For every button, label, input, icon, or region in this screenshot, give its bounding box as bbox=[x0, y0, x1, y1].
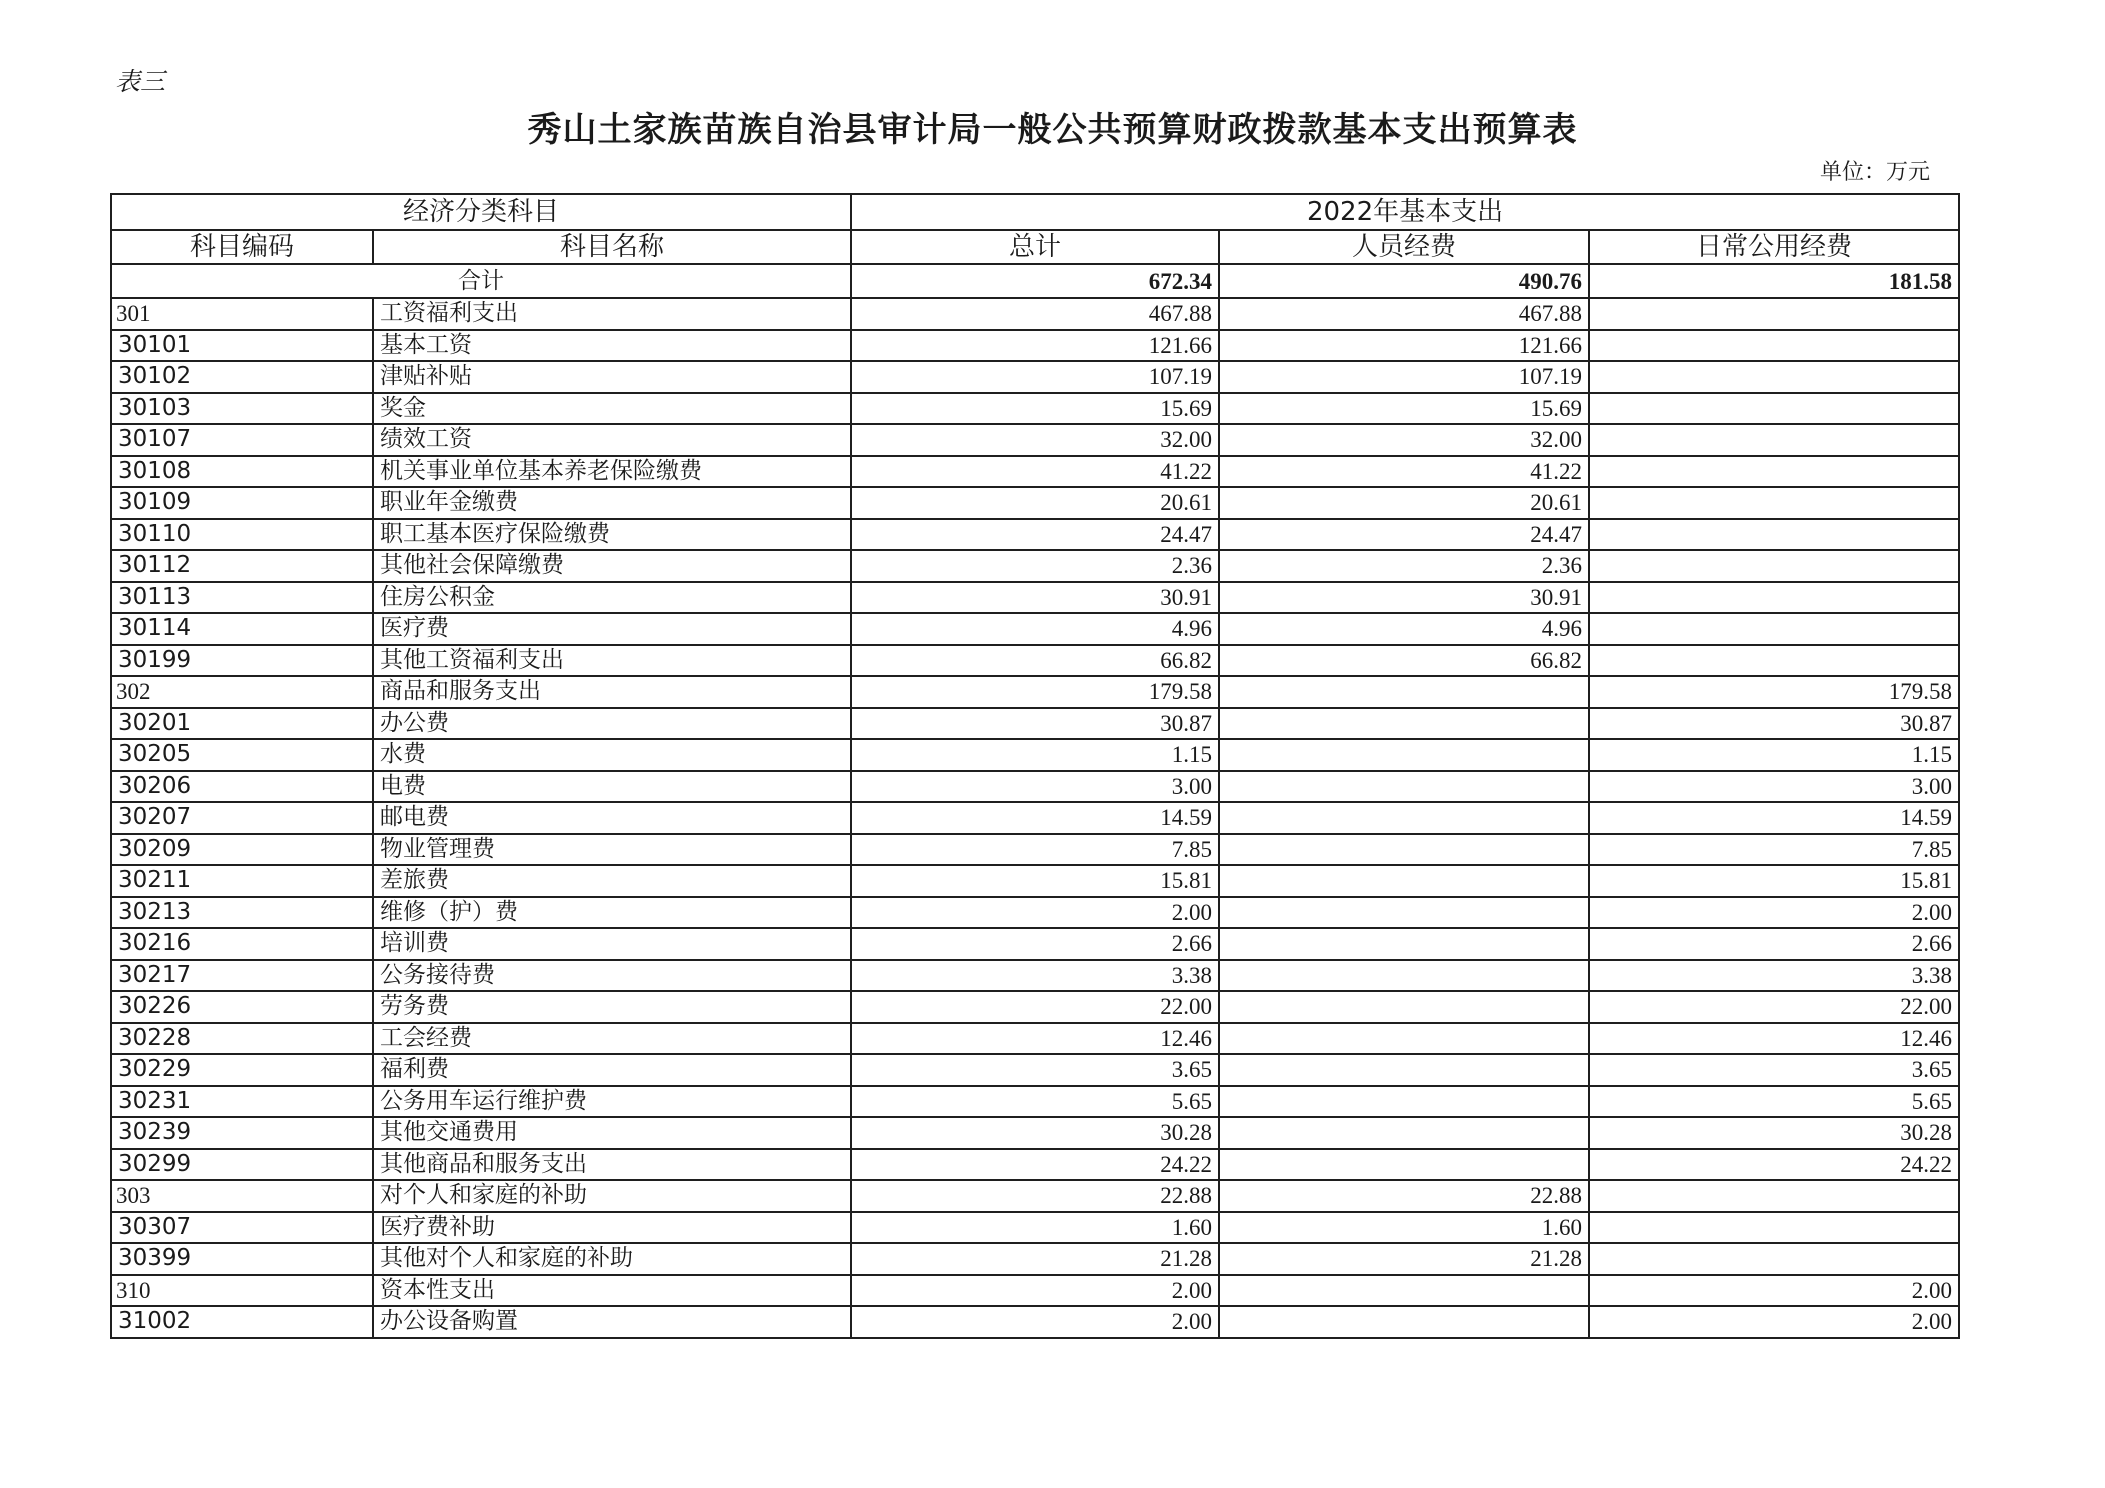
row-public: 30.87 bbox=[1589, 708, 1959, 740]
table-row bbox=[111, 834, 1959, 866]
row-public bbox=[1589, 298, 1959, 330]
row-code: 30231 bbox=[111, 1086, 373, 1118]
row-code: 30307 bbox=[111, 1212, 373, 1244]
row-name: 住房公积金 bbox=[373, 582, 851, 614]
row-name: 办公设备购置 bbox=[373, 1306, 851, 1338]
table-row bbox=[111, 865, 1959, 897]
row-code: 30209 bbox=[111, 834, 373, 866]
table-label: 表三 bbox=[115, 67, 166, 96]
row-name: 资本性支出 bbox=[373, 1275, 851, 1307]
row-name: 劳务费 bbox=[373, 991, 851, 1023]
row-total: 179.58 bbox=[851, 676, 1219, 708]
table-row bbox=[111, 361, 1959, 393]
table-row bbox=[111, 1180, 1959, 1212]
table-row bbox=[111, 393, 1959, 425]
row-name: 电费 bbox=[373, 771, 851, 803]
row-name: 津贴补贴 bbox=[373, 361, 851, 393]
row-code: 303 bbox=[111, 1180, 373, 1212]
table-row bbox=[111, 1054, 1959, 1086]
row-name: 其他对个人和家庭的补助 bbox=[373, 1243, 851, 1275]
row-public: 30.28 bbox=[1589, 1117, 1959, 1149]
row-personnel bbox=[1219, 1054, 1589, 1086]
table-row bbox=[111, 519, 1959, 551]
row-total: 1.60 bbox=[851, 1212, 1219, 1244]
row-personnel bbox=[1219, 739, 1589, 771]
table-row bbox=[111, 550, 1959, 582]
row-total: 2.66 bbox=[851, 928, 1219, 960]
row-code: 30299 bbox=[111, 1149, 373, 1181]
row-name: 维修（护）费 bbox=[373, 897, 851, 929]
row-name: 基本工资 bbox=[373, 330, 851, 362]
row-personnel: 66.82 bbox=[1219, 645, 1589, 677]
row-code: 30205 bbox=[111, 739, 373, 771]
row-code: 30211 bbox=[111, 865, 373, 897]
row-public: 22.00 bbox=[1589, 991, 1959, 1023]
row-total: 22.00 bbox=[851, 991, 1219, 1023]
table-row bbox=[111, 991, 1959, 1023]
header-personnel: 人员经费 bbox=[1219, 230, 1589, 264]
row-total: 467.88 bbox=[851, 298, 1219, 330]
row-name: 职工基本医疗保险缴费 bbox=[373, 519, 851, 551]
row-name: 公务接待费 bbox=[373, 960, 851, 992]
row-name: 奖金 bbox=[373, 393, 851, 425]
row-personnel bbox=[1219, 1275, 1589, 1307]
row-personnel: 21.28 bbox=[1219, 1243, 1589, 1275]
row-public bbox=[1589, 519, 1959, 551]
row-public bbox=[1589, 1212, 1959, 1244]
row-total: 2.36 bbox=[851, 550, 1219, 582]
row-public: 15.81 bbox=[1589, 865, 1959, 897]
row-public bbox=[1589, 456, 1959, 488]
row-total: 66.82 bbox=[851, 645, 1219, 677]
row-code: 30108 bbox=[111, 456, 373, 488]
row-total: 2.00 bbox=[851, 1306, 1219, 1338]
row-total: 3.38 bbox=[851, 960, 1219, 992]
row-total: 15.69 bbox=[851, 393, 1219, 425]
row-name: 水费 bbox=[373, 739, 851, 771]
row-code: 30107 bbox=[111, 424, 373, 456]
row-name: 对个人和家庭的补助 bbox=[373, 1180, 851, 1212]
row-name: 其他商品和服务支出 bbox=[373, 1149, 851, 1181]
row-total: 15.81 bbox=[851, 865, 1219, 897]
row-code: 310 bbox=[111, 1275, 373, 1307]
row-code: 30217 bbox=[111, 960, 373, 992]
row-name: 职业年金缴费 bbox=[373, 487, 851, 519]
row-code: 30216 bbox=[111, 928, 373, 960]
row-personnel bbox=[1219, 676, 1589, 708]
row-public: 3.38 bbox=[1589, 960, 1959, 992]
row-total: 32.00 bbox=[851, 424, 1219, 456]
row-personnel bbox=[1219, 897, 1589, 929]
row-public: 3.65 bbox=[1589, 1054, 1959, 1086]
row-name: 工资福利支出 bbox=[373, 298, 851, 330]
row-name: 差旅费 bbox=[373, 865, 851, 897]
row-public: 2.00 bbox=[1589, 897, 1959, 929]
row-total: 5.65 bbox=[851, 1086, 1219, 1118]
header-code: 科目编码 bbox=[111, 230, 373, 264]
row-total: 7.85 bbox=[851, 834, 1219, 866]
table-row bbox=[111, 330, 1959, 362]
row-public bbox=[1589, 613, 1959, 645]
row-personnel: 41.22 bbox=[1219, 456, 1589, 488]
budget-table-body bbox=[111, 194, 1959, 1338]
row-public bbox=[1589, 550, 1959, 582]
row-name: 医疗费补助 bbox=[373, 1212, 851, 1244]
row-personnel: 20.61 bbox=[1219, 487, 1589, 519]
table-row bbox=[111, 897, 1959, 929]
table-row bbox=[111, 582, 1959, 614]
row-code: 30110 bbox=[111, 519, 373, 551]
row-personnel: 22.88 bbox=[1219, 1180, 1589, 1212]
row-personnel bbox=[1219, 1023, 1589, 1055]
row-name: 其他交通费用 bbox=[373, 1117, 851, 1149]
row-public: 1.15 bbox=[1589, 739, 1959, 771]
row-name: 绩效工资 bbox=[373, 424, 851, 456]
row-total: 2.00 bbox=[851, 1275, 1219, 1307]
row-total: 21.28 bbox=[851, 1243, 1219, 1275]
row-name: 商品和服务支出 bbox=[373, 676, 851, 708]
row-public: 179.58 bbox=[1589, 676, 1959, 708]
row-personnel bbox=[1219, 1086, 1589, 1118]
table-row bbox=[111, 1023, 1959, 1055]
row-total: 3.65 bbox=[851, 1054, 1219, 1086]
table-row bbox=[111, 456, 1959, 488]
header-name: 科目名称 bbox=[373, 230, 851, 264]
total-public: 181.58 bbox=[1589, 264, 1959, 298]
row-total: 30.28 bbox=[851, 1117, 1219, 1149]
row-personnel: 1.60 bbox=[1219, 1212, 1589, 1244]
row-name: 其他社会保障缴费 bbox=[373, 550, 851, 582]
row-total: 14.59 bbox=[851, 802, 1219, 834]
row-code: 30101 bbox=[111, 330, 373, 362]
row-public: 5.65 bbox=[1589, 1086, 1959, 1118]
row-total: 1.15 bbox=[851, 739, 1219, 771]
row-name: 培训费 bbox=[373, 928, 851, 960]
row-name: 办公费 bbox=[373, 708, 851, 740]
row-public bbox=[1589, 361, 1959, 393]
table-row bbox=[111, 1117, 1959, 1149]
row-name: 其他工资福利支出 bbox=[373, 645, 851, 677]
row-personnel: 4.96 bbox=[1219, 613, 1589, 645]
total-personnel: 490.76 bbox=[1219, 264, 1589, 298]
row-public: 2.00 bbox=[1589, 1275, 1959, 1307]
header-economic-class: 经济分类科目 bbox=[111, 194, 851, 230]
row-total: 12.46 bbox=[851, 1023, 1219, 1055]
total-row bbox=[111, 264, 1959, 298]
row-total: 20.61 bbox=[851, 487, 1219, 519]
table-row bbox=[111, 645, 1959, 677]
header-column-row bbox=[111, 230, 1959, 264]
table-row bbox=[111, 708, 1959, 740]
row-personnel bbox=[1219, 1149, 1589, 1181]
row-public: 2.00 bbox=[1589, 1306, 1959, 1338]
row-name: 医疗费 bbox=[373, 613, 851, 645]
total-total: 672.34 bbox=[851, 264, 1219, 298]
row-personnel bbox=[1219, 960, 1589, 992]
row-total: 3.00 bbox=[851, 771, 1219, 803]
row-personnel bbox=[1219, 802, 1589, 834]
row-personnel: 24.47 bbox=[1219, 519, 1589, 551]
row-total: 24.47 bbox=[851, 519, 1219, 551]
row-code: 30201 bbox=[111, 708, 373, 740]
total-label: 合计 bbox=[111, 264, 851, 298]
table-row bbox=[111, 1243, 1959, 1275]
header-total: 总计 bbox=[851, 230, 1219, 264]
row-name: 公务用车运行维护费 bbox=[373, 1086, 851, 1118]
table-row bbox=[111, 1275, 1959, 1307]
row-personnel: 2.36 bbox=[1219, 550, 1589, 582]
row-total: 22.88 bbox=[851, 1180, 1219, 1212]
row-public bbox=[1589, 487, 1959, 519]
row-public: 14.59 bbox=[1589, 802, 1959, 834]
row-public: 12.46 bbox=[1589, 1023, 1959, 1055]
row-public bbox=[1589, 1180, 1959, 1212]
table-row bbox=[111, 1149, 1959, 1181]
row-personnel bbox=[1219, 928, 1589, 960]
table-row bbox=[111, 676, 1959, 708]
row-total: 41.22 bbox=[851, 456, 1219, 488]
header-basic-expenditure: 2022年基本支出 bbox=[851, 194, 1959, 230]
table-row bbox=[111, 802, 1959, 834]
table-row bbox=[111, 960, 1959, 992]
row-public: 3.00 bbox=[1589, 771, 1959, 803]
row-code: 30207 bbox=[111, 802, 373, 834]
row-code: 30228 bbox=[111, 1023, 373, 1055]
table-row bbox=[111, 613, 1959, 645]
row-personnel bbox=[1219, 834, 1589, 866]
row-code: 30199 bbox=[111, 645, 373, 677]
row-public: 2.66 bbox=[1589, 928, 1959, 960]
row-personnel: 107.19 bbox=[1219, 361, 1589, 393]
table-row bbox=[111, 1306, 1959, 1338]
document-title: 秀山土家族苗族自治县审计局一般公共预算财政拨款基本支出预算表 bbox=[527, 110, 1578, 150]
row-total: 121.66 bbox=[851, 330, 1219, 362]
row-personnel bbox=[1219, 1117, 1589, 1149]
row-code: 30103 bbox=[111, 393, 373, 425]
row-public bbox=[1589, 424, 1959, 456]
row-code: 30102 bbox=[111, 361, 373, 393]
table-row bbox=[111, 928, 1959, 960]
row-personnel: 467.88 bbox=[1219, 298, 1589, 330]
row-public bbox=[1589, 393, 1959, 425]
table-row bbox=[111, 298, 1959, 330]
row-code: 301 bbox=[111, 298, 373, 330]
table-row bbox=[111, 1086, 1959, 1118]
table-row bbox=[111, 771, 1959, 803]
row-personnel bbox=[1219, 708, 1589, 740]
table-row bbox=[111, 739, 1959, 771]
row-name: 福利费 bbox=[373, 1054, 851, 1086]
row-code: 30213 bbox=[111, 897, 373, 929]
row-personnel: 15.69 bbox=[1219, 393, 1589, 425]
unit-note: 单位：万元 bbox=[1820, 160, 1931, 185]
row-personnel bbox=[1219, 865, 1589, 897]
row-total: 4.96 bbox=[851, 613, 1219, 645]
row-total: 30.91 bbox=[851, 582, 1219, 614]
header-group-row bbox=[111, 194, 1959, 230]
row-code: 30206 bbox=[111, 771, 373, 803]
row-public: 24.22 bbox=[1589, 1149, 1959, 1181]
row-code: 30226 bbox=[111, 991, 373, 1023]
row-public bbox=[1589, 330, 1959, 362]
row-name: 机关事业单位基本养老保险缴费 bbox=[373, 456, 851, 488]
row-personnel: 121.66 bbox=[1219, 330, 1589, 362]
row-code: 30112 bbox=[111, 550, 373, 582]
row-code: 30239 bbox=[111, 1117, 373, 1149]
table-row bbox=[111, 1212, 1959, 1244]
row-code: 302 bbox=[111, 676, 373, 708]
row-personnel bbox=[1219, 771, 1589, 803]
row-public bbox=[1589, 582, 1959, 614]
row-public bbox=[1589, 1243, 1959, 1275]
budget-table bbox=[110, 193, 1960, 1339]
table-row bbox=[111, 424, 1959, 456]
row-total: 107.19 bbox=[851, 361, 1219, 393]
row-total: 2.00 bbox=[851, 897, 1219, 929]
row-public bbox=[1589, 645, 1959, 677]
row-public: 7.85 bbox=[1589, 834, 1959, 866]
row-personnel: 32.00 bbox=[1219, 424, 1589, 456]
row-name: 物业管理费 bbox=[373, 834, 851, 866]
row-total: 24.22 bbox=[851, 1149, 1219, 1181]
row-personnel bbox=[1219, 1306, 1589, 1338]
row-personnel: 30.91 bbox=[1219, 582, 1589, 614]
row-personnel bbox=[1219, 991, 1589, 1023]
row-name: 邮电费 bbox=[373, 802, 851, 834]
table-row bbox=[111, 487, 1959, 519]
row-code: 30114 bbox=[111, 613, 373, 645]
row-code: 31002 bbox=[111, 1306, 373, 1338]
row-code: 30229 bbox=[111, 1054, 373, 1086]
header-public: 日常公用经费 bbox=[1589, 230, 1959, 264]
row-code: 30399 bbox=[111, 1243, 373, 1275]
row-name: 工会经费 bbox=[373, 1023, 851, 1055]
row-code: 30109 bbox=[111, 487, 373, 519]
row-code: 30113 bbox=[111, 582, 373, 614]
row-total: 30.87 bbox=[851, 708, 1219, 740]
